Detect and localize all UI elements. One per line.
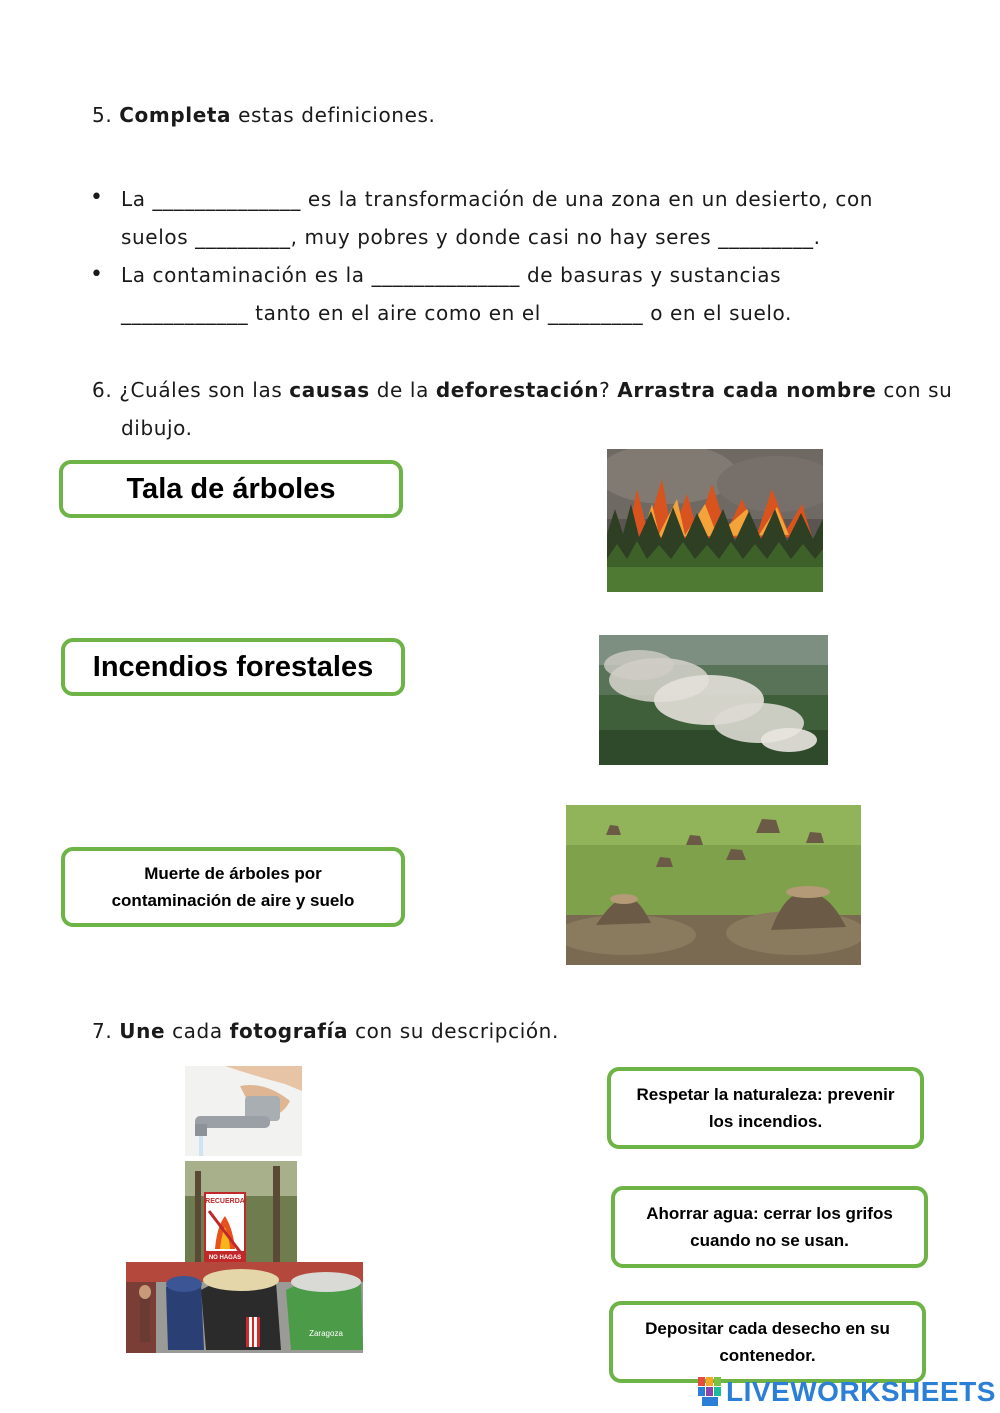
drag-label-contaminacion[interactable] <box>61 847 405 927</box>
question-5-title <box>92 103 435 127</box>
question-text: con su <box>876 378 953 402</box>
bullet-icon: • <box>90 185 103 210</box>
bin-brand-text: Zaragoza <box>309 1329 343 1338</box>
liveworksheets-logo-icon <box>698 1377 722 1407</box>
question-text: de la <box>369 378 436 402</box>
description-text: Ahorrar agua: cerrar los grifos <box>646 1204 893 1223</box>
label-text: contaminación de aire y suelo <box>111 891 355 910</box>
drag-label-incendios[interactable] <box>61 638 405 696</box>
question-keyword: Completa <box>119 103 232 127</box>
brand-name: LIVEWORKSHEETS <box>726 1376 996 1407</box>
question-6-title-cont: dibujo. <box>121 416 193 440</box>
bullet-icon: • <box>90 262 103 287</box>
question-text: ? <box>599 378 618 402</box>
question-7-title <box>92 1019 559 1043</box>
description-text: Depositar cada desecho en su <box>645 1319 890 1338</box>
label-text: Incendios forestales <box>92 650 374 683</box>
question-text: con su descripción. <box>348 1019 559 1043</box>
question-keyword: Une <box>119 1019 166 1043</box>
fire-prevention-sign-photo <box>185 1161 297 1262</box>
definition-line: suelos _________, muy pobres y donde casi no hay seres _________. <box>121 225 821 249</box>
label-text: Tala de árboles <box>126 472 336 505</box>
definition-line: ____________ tanto en el aire como en el _________ o en el suelo. <box>121 301 792 325</box>
forest-fire-photo <box>607 449 823 592</box>
description-text: los incendios. <box>708 1112 823 1131</box>
sign-top-text: RECUERDA <box>205 1198 245 1205</box>
question-text: cada <box>165 1019 230 1043</box>
question-text: ¿Cuáles son las <box>119 378 290 402</box>
question-number: 7. <box>92 1019 113 1043</box>
label-text: Muerte de árboles por <box>144 864 322 883</box>
description-text: cuando no se usan. <box>690 1231 849 1250</box>
water-tap-photo <box>185 1066 302 1156</box>
description-box-naturaleza[interactable] <box>607 1067 924 1149</box>
liveworksheets-logo <box>698 1376 996 1408</box>
question-keyword: Arrastra cada nombre <box>617 378 877 402</box>
question-number: 6. <box>92 378 113 402</box>
question-number: 5. <box>92 103 113 127</box>
question-keyword: causas <box>289 378 370 402</box>
question-keyword: fotografía <box>229 1019 349 1043</box>
sign-bottom-text: NO HAGAS <box>208 1255 242 1261</box>
description-text: contenedor. <box>719 1346 816 1365</box>
question-text: estas definiciones. <box>231 103 436 127</box>
question-keyword: deforestación <box>435 378 600 402</box>
description-box-contenedor[interactable] <box>609 1301 926 1383</box>
definition-line: La contaminación es la ______________ de basuras y sustancias <box>121 263 782 287</box>
question-6-title <box>92 378 952 402</box>
tree-stumps-photo <box>566 805 861 965</box>
description-box-agua[interactable] <box>611 1186 928 1268</box>
recycling-bins-photo <box>126 1262 363 1353</box>
description-text: Respetar la naturaleza: prevenir <box>636 1085 895 1104</box>
definition-line: La ______________ es la transformación de una zona en un desierto, con <box>121 187 874 211</box>
forest-smoke-photo <box>599 635 828 765</box>
drag-label-tala[interactable] <box>59 460 403 518</box>
